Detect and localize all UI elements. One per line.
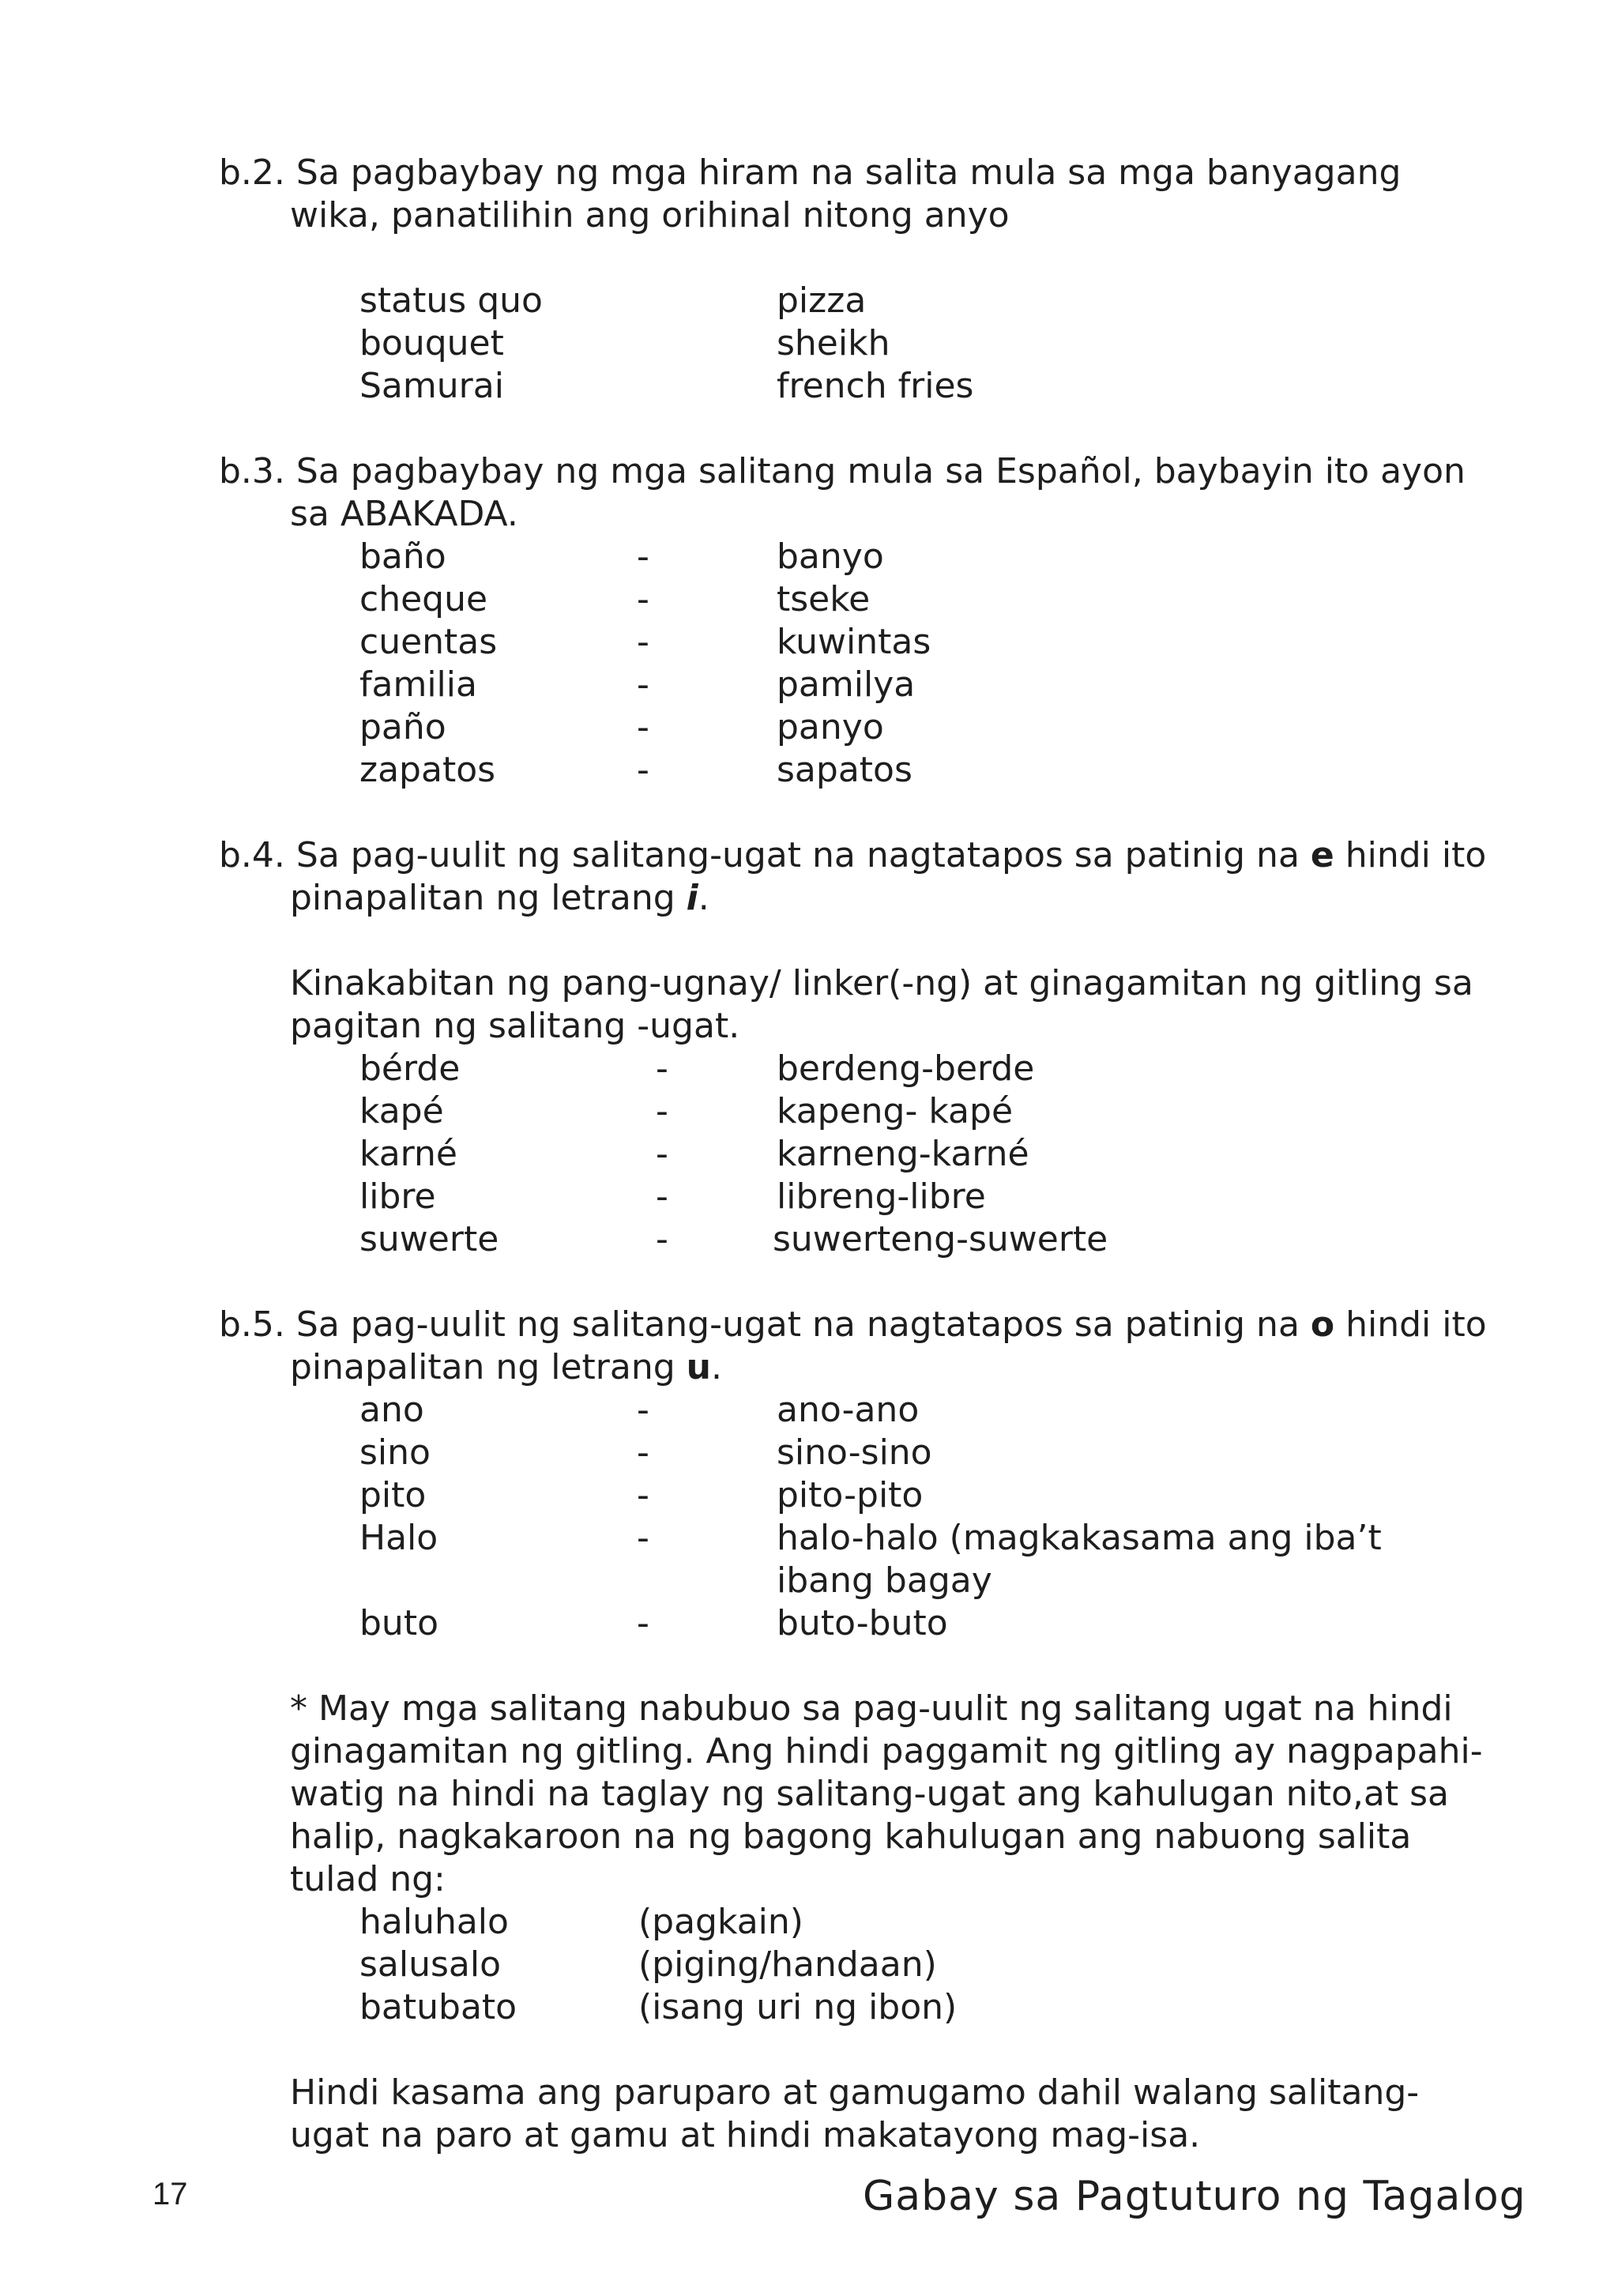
root-word: ano [359, 1390, 424, 1430]
tagalog-word: panyo [777, 707, 884, 747]
repeated-word: halo-halo (magkakasama ang iba’t [777, 1518, 1382, 1558]
word-left: bouquet [359, 323, 504, 363]
repeated-word: suwerteng-suwerte [773, 1219, 1108, 1259]
dash: - [637, 1390, 649, 1430]
b5-line2-end: . [710, 1347, 722, 1387]
repeated-word: buto-buto [777, 1603, 948, 1643]
closing-line2: ugat na paro at gamu at hindi makatayong mag-isa. [290, 2115, 1201, 2155]
word-left: Samurai [359, 366, 504, 406]
root-word: libre [359, 1176, 436, 1217]
dash: - [637, 664, 649, 705]
b4-bold-vowel: e [1310, 835, 1334, 875]
note-line: halip, nagkakaroon na ng bagong kahulugan ang nabuong salita [290, 1816, 1412, 1857]
b5-line2-text: pinapalitan ng letrang [290, 1347, 687, 1387]
spanish-word: familia [359, 664, 477, 705]
root-word: sino [359, 1432, 431, 1473]
dash: - [637, 579, 649, 619]
tagalog-word: kuwintas [777, 622, 931, 662]
b3-heading-line1: b.3. Sa pagbaybay ng mga salitang mula sa Español, baybayin ito ayon [219, 451, 1466, 491]
note-line: * May mga salitang nabubuo sa pag-uulit ng salitang ugat na hindi [290, 1688, 1453, 1729]
spanish-word: baño [359, 536, 446, 577]
tagalog-word: sapatos [777, 750, 912, 790]
page-number: 17 [152, 2177, 188, 2211]
b4-paragraph-line1: Kinakabitan ng pang-ugnay/ linker(-ng) at ginagamitan ng gitling sa [290, 963, 1473, 1003]
root-word: Halo [359, 1518, 438, 1558]
footer-title: Gabay sa Pagtuturo ng Tagalog [863, 2173, 1526, 2220]
example-gloss: (piging/handaan) [638, 1944, 937, 1985]
example-gloss: (isang uri ng ibon) [638, 1987, 958, 2027]
repeated-word-continuation: ibang bagay [777, 1560, 992, 1601]
dash: - [656, 1134, 668, 1174]
repeated-word: libreng-libre [777, 1176, 986, 1217]
repeated-word: pito-pito [777, 1475, 924, 1515]
repeated-word: berdeng-berde [777, 1048, 1035, 1089]
example-word: batubato [359, 1987, 517, 2027]
b5-heading-text-end: hindi ito [1334, 1304, 1487, 1345]
closing-line1: Hindi kasama ang paruparo at gamugamo dahil walang salitang- [290, 2072, 1420, 2113]
note-line: tulad ng: [290, 1859, 446, 1899]
tagalog-word: pamilya [777, 664, 916, 705]
spanish-word: cheque [359, 579, 488, 619]
note-line: watig na hindi na taglay ng salitang-ugat ang kahulugan nito,at sa [290, 1774, 1450, 1814]
b2-heading-line2: wika, panatilihin ang orihinal nitong anyo [290, 195, 1010, 235]
word-left: status quo [359, 280, 543, 321]
root-word: suwerte [359, 1219, 499, 1259]
b5-bold-vowel: o [1310, 1304, 1335, 1345]
dash: - [637, 707, 649, 747]
tagalog-word: tseke [777, 579, 871, 619]
dash: - [656, 1091, 668, 1131]
b4-heading-text: b.4. Sa pag-uulit ng salitang-ugat na nagtatapos sa patinig na [219, 835, 1311, 875]
dash: - [637, 536, 649, 577]
example-word: haluhalo [359, 1902, 509, 1942]
b2-heading-line1: b.2. Sa pagbaybay ng mga hiram na salita mula sa mga banyagang [219, 152, 1402, 193]
word-right: french fries [777, 366, 974, 406]
dash: - [656, 1176, 668, 1217]
spanish-word: paño [359, 707, 446, 747]
b5-heading-line2 [290, 1346, 722, 1389]
note-line: ginagamitan ng gitling. Ang hindi paggamit ng gitling ay nagpapahi- [290, 1731, 1483, 1771]
word-right: pizza [777, 280, 867, 321]
root-word: karné [359, 1134, 457, 1174]
b4-line2-end: . [698, 878, 709, 918]
b5-heading-line1 [219, 1304, 1487, 1346]
tagalog-word: banyo [777, 536, 884, 577]
b5-bold-letter: u [686, 1347, 711, 1387]
example-word: salusalo [359, 1944, 502, 1985]
dash: - [637, 622, 649, 662]
spanish-word: zapatos [359, 750, 496, 790]
repeated-word: ano-ano [777, 1390, 920, 1430]
dash: - [637, 750, 649, 790]
root-word: pito [359, 1475, 427, 1515]
root-word: bérde [359, 1048, 461, 1089]
b4-bold-letter: i [686, 878, 698, 918]
word-right: sheikh [777, 323, 890, 363]
dash: - [656, 1219, 668, 1259]
dash: - [637, 1432, 649, 1473]
example-gloss: (pagkain) [638, 1902, 803, 1942]
b4-paragraph-line2: pagitan ng salitang -ugat. [290, 1006, 740, 1046]
repeated-word: kapeng- kapé [777, 1091, 1014, 1131]
repeated-word: sino-sino [777, 1432, 932, 1473]
dash: - [637, 1603, 649, 1643]
spanish-word: cuentas [359, 622, 498, 662]
b4-heading-text-end: hindi ito [1334, 835, 1487, 875]
b4-heading-line2 [290, 877, 709, 920]
repeated-word: karneng-karné [777, 1134, 1029, 1174]
dash: - [637, 1518, 649, 1558]
root-word: buto [359, 1603, 438, 1643]
b3-heading-line2: sa ABAKADA. [290, 494, 518, 534]
b5-heading-text: b.5. Sa pag-uulit ng salitang-ugat na nagtatapos sa patinig na [219, 1304, 1311, 1345]
dash: - [637, 1475, 649, 1515]
b4-heading-line1 [219, 834, 1486, 877]
b4-line2-text: pinapalitan ng letrang [290, 878, 687, 918]
root-word: kapé [359, 1091, 444, 1131]
dash: - [656, 1048, 668, 1089]
